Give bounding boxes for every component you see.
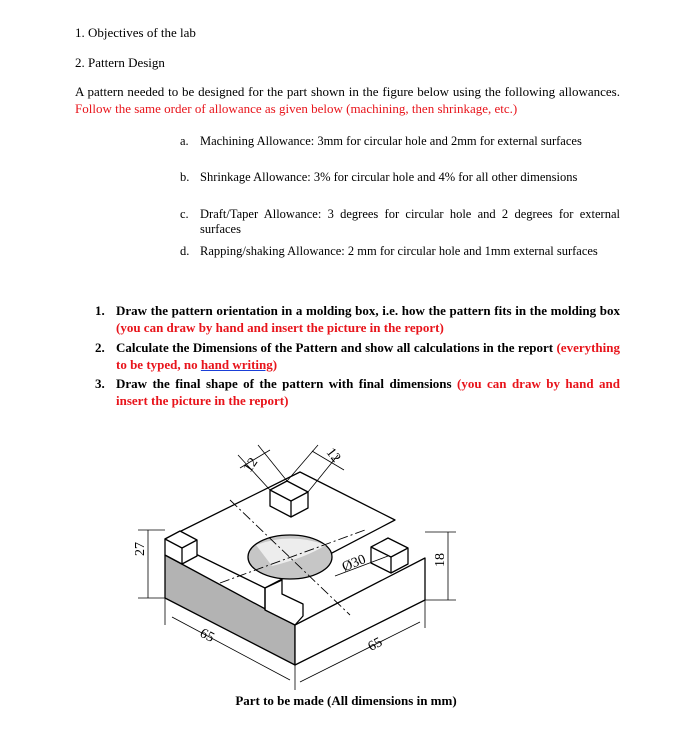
intro-red-note: Follow the same order of allowance as given below (machining, then shrinkage, etc.)	[75, 101, 518, 116]
dim-label-65b: 65	[365, 635, 386, 655]
task-label: 2.	[95, 340, 105, 355]
task-text: Draw the pattern orientation in a molding box, i.e. how the pattern fits in the molding box	[116, 303, 620, 318]
allowance-item	[180, 134, 620, 149]
allowance-item	[180, 207, 620, 237]
allowance-label: c.	[180, 207, 189, 221]
allowance-text: Shrinkage Allowance: 3% for circular hole and 4% for all other dimensions	[200, 170, 578, 184]
dim-label-27: 27	[133, 542, 148, 556]
corner-block-right	[371, 538, 408, 573]
task-item	[95, 302, 620, 336]
dim-label-18: 18	[433, 553, 448, 567]
task-red-underlined: hand writing	[200, 357, 273, 372]
task-red-pre: (everything to be typed, no	[116, 340, 621, 372]
allowance-label: b.	[180, 170, 190, 184]
allowance-label: a.	[180, 134, 189, 148]
dim-label-65a: 65	[197, 626, 217, 646]
heading-pattern-design: 2. Pattern Design	[75, 55, 165, 70]
allowance-item	[180, 244, 620, 259]
task-label: 1.	[95, 303, 105, 318]
figure-caption: Part to be made (All dimensions in mm)	[235, 693, 457, 708]
dim-label-12a: 12	[240, 455, 262, 476]
task-item	[95, 339, 620, 373]
heading-objectives: 1. Objectives of the lab	[75, 25, 196, 40]
intro-paragraph	[75, 83, 620, 117]
task-red-note: (you can draw by hand and insert the picture in the report)	[116, 376, 620, 408]
task-red-post: )	[272, 357, 278, 372]
dim-label-12b: 12	[322, 445, 344, 466]
intro-text: A pattern needed to be designed for the part shown in the figure below using the following allowances.	[75, 84, 620, 99]
dim-label-hole: Ø30	[340, 552, 369, 576]
part-figure	[0, 430, 692, 690]
task-text: Draw the final shape of the pattern with final dimensions	[116, 376, 452, 391]
task-red-note: (you can draw by hand and insert the picture in the report)	[116, 320, 444, 335]
allowance-label: d.	[180, 244, 190, 258]
allowance-text: Rapping/shaking Allowance: 2 mm for circular hole and 1mm external surfaces	[200, 244, 598, 258]
task-text: Calculate the Dimensions of the Pattern and show all calculations in the report	[116, 340, 554, 355]
task-item	[95, 375, 620, 409]
allowance-text: Draft/Taper Allowance: 3 degrees for circular hole and 2 degrees for external surfaces	[200, 207, 620, 236]
allowance-text: Machining Allowance: 3mm for circular hole and 2mm for external surfaces	[200, 134, 582, 148]
allowance-item	[180, 170, 620, 185]
task-label: 3.	[95, 376, 105, 391]
